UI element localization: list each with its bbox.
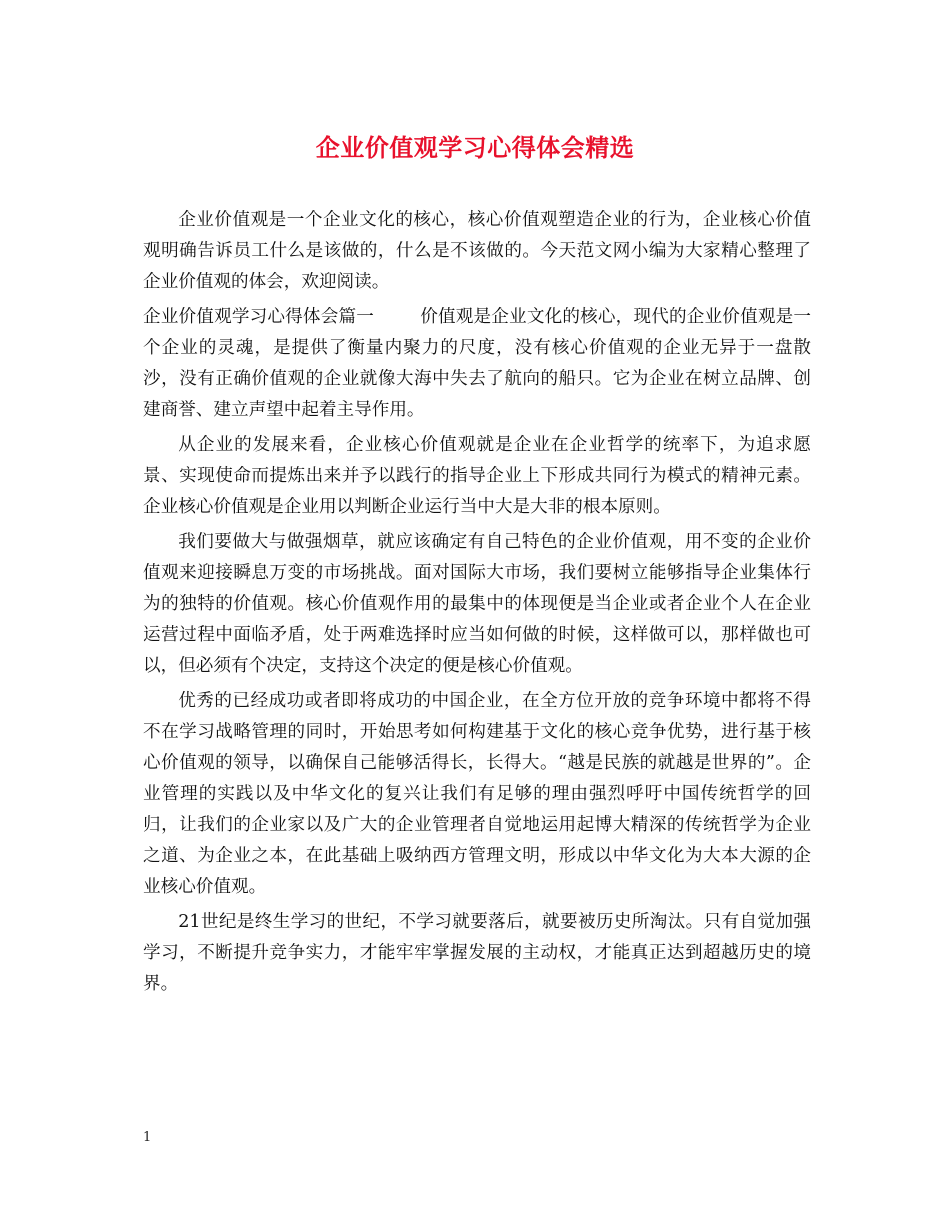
document-body: [143, 205, 811, 1004]
paragraph-development: 从企业的发展来看，企业核心价值观就是企业在企业哲学的统率下，为追求愿景、实现使命而提炼出来并予以践行的指导企业上下形成共同行为模式的精神元素。企业核心价值观是企业用以判断企业运行当中大是大非的根本原则。: [143, 435, 811, 517]
paragraph-intro: 企业价值观是一个企业文化的核心，核心价值观塑造企业的行为，企业核心价值观明确告诉员工什么是该做的，什么是不该做的。今天范文网小编为大家精心整理了企业价值观的体会，欢迎阅读。: [143, 210, 811, 292]
paragraph-learning: 21世纪是终生学习的世纪，不学习就要落后，就要被历史所淘汰。只有自觉加强学习，不断提升竞争实力，才能牢牢掌握发展的主动权，才能真正达到超越历史的境界。: [143, 912, 811, 994]
page-number: 1: [143, 1130, 152, 1145]
document-title: 企业价值观学习心得体会精选: [315, 133, 635, 162]
paragraph-section-one: [143, 302, 811, 426]
paragraph-tobacco: 我们要做大与做强烟草，就应该确定有自己特色的企业价值观，用不变的企业价值观来迎接瞬息万变的市场挑战。面对国际大市场，我们要树立能够指导企业集体行为的独特的价值观。核心价值观作用的最集中的体现便是当企业或者企业个人在企业运营过程中面临矛盾，处于两难选择时应当如何做的时候，这样做可以，那样做也可以，但必须有个决定，支持这个决定的便是核心价值观。: [143, 532, 811, 676]
paragraph-chinese-enterprise: 优秀的已经成功或者即将成功的中国企业，在全方位开放的竞争环境中都将不得不在学习战略管理的同时，开始思考如何构建基于文化的核心竞争优势，进行基于核心价值观的领导，以确保自己能够活得长，长得大。“越是民族的就越是世界的”。企业管理的实践以及中华文化的复兴让我们有足够的理由强烈呼吁中国传统哲学的回归，让我们的企业家以及广大的企业管理者自觉地运用起博大精深的传统哲学为企业之道、为企业之本，在此基础上吸纳西方管理文明，形成以中华文化为大本大源的企业核心价值观。: [143, 691, 811, 897]
section-heading: 企业价值观学习心得体会篇一: [143, 307, 375, 327]
section-text: 价值观是企业文化的核心，现代的企业价值观是一个企业的灵魂，是提供了衡量内聚力的尺度，没有核心价值观的企业无异于一盘散沙，没有正确价值观的企业就像大海中失去了航向的船只。它为企业在树立品牌、创建商誉、建立声望中起着主导作用。: [143, 307, 811, 420]
